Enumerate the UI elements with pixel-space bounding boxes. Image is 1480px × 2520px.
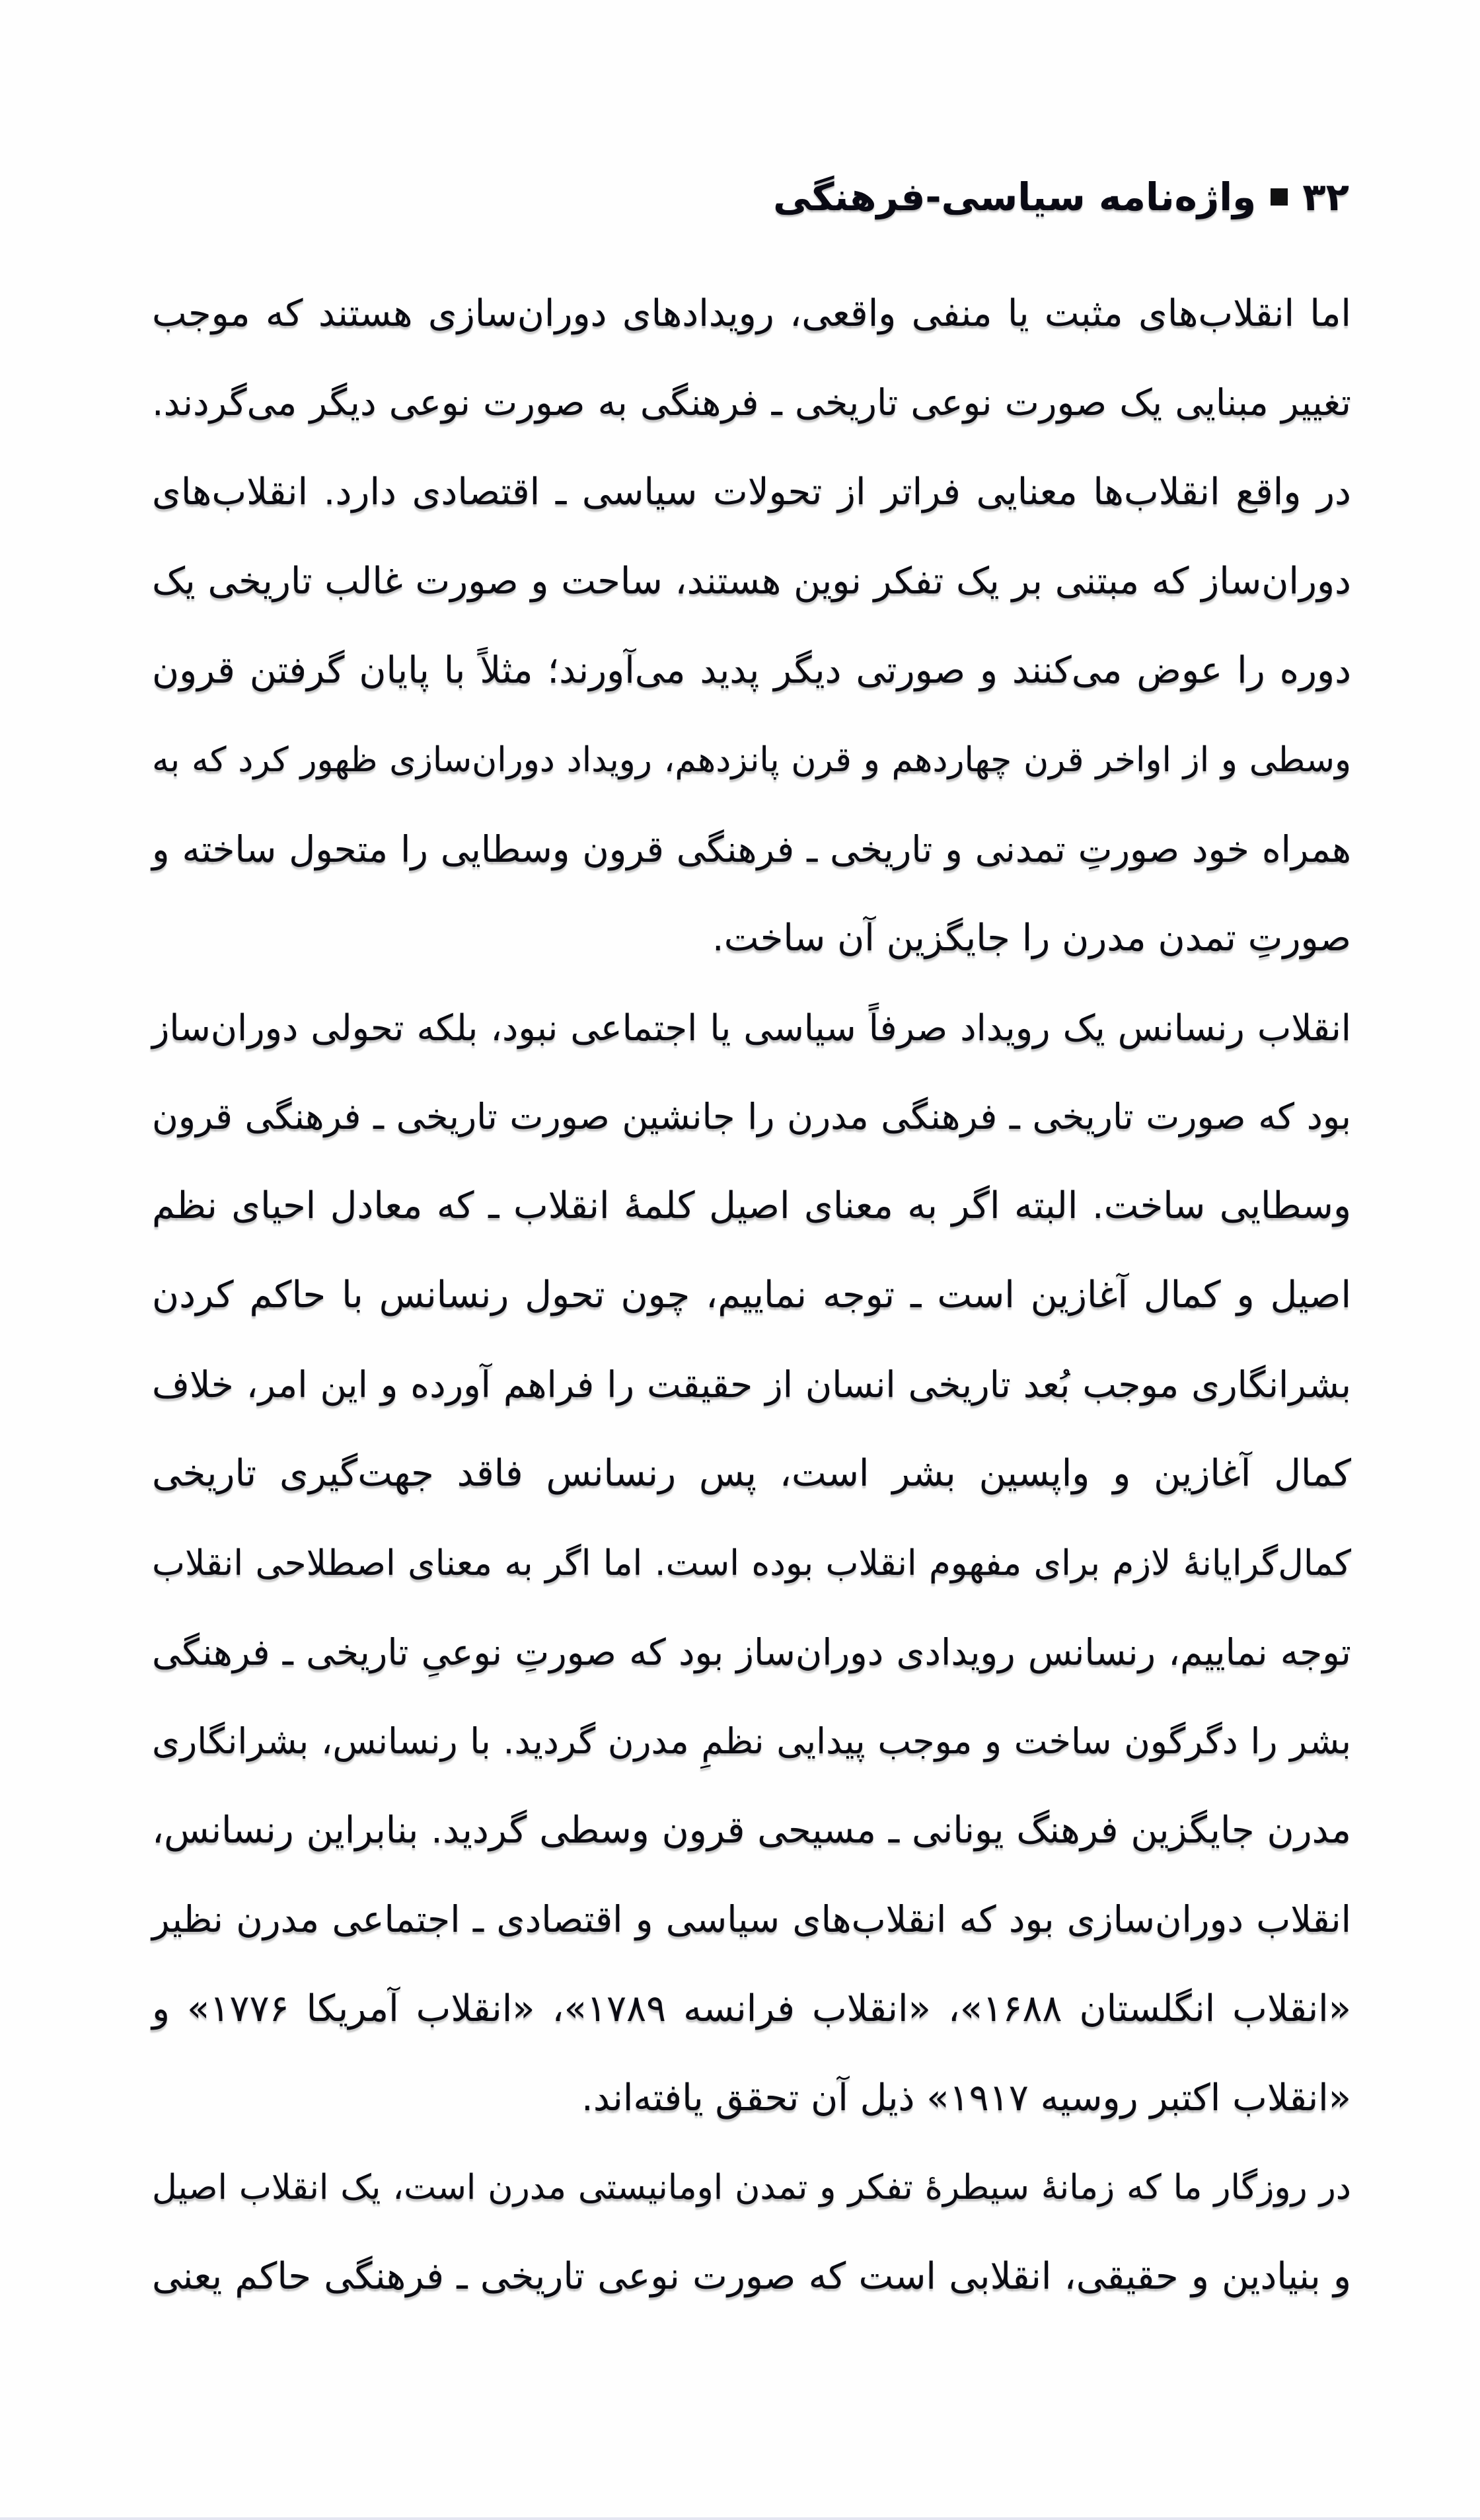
text-line: اصیل و کمال آغازین است ـ توجه نماییم، چون تحول رنسانس با حاکم کردن xyxy=(152,1274,1351,1317)
running-header xyxy=(773,171,1349,223)
paragraph xyxy=(152,2159,1351,2338)
text-line: انقلاب دوران‌سازی بود که انقلاب‌های سیاسی و اقتصادی ـ اجتماعی مدرن نظیر xyxy=(152,1899,1351,1941)
text-line: «انقلاب انگلستان ۱۶۸۸»، «انقلاب فرانسه ۱۷۸۹»، «انقلاب آمریکا ۱۷۷۶» و xyxy=(152,1987,1352,2030)
text-line: انقلاب رنسانس یک رویداد صرفاً سیاسی یا اجتماعی نبود، بلکه تحولی دوران‌ساز xyxy=(152,1007,1351,1049)
text-line: بشر را دگرگون ساخت و موجب پیدایی نظمِ مدرن گردید. با رنسانس، بشرانگاری xyxy=(152,1720,1351,1762)
paragraph xyxy=(152,999,1351,2159)
text-line: توجه نماییم، رنسانس رویدادی دوران‌ساز بود که صورتِ نوعیِ تاریخی ـ فرهنگی xyxy=(152,1631,1351,1673)
text-line: در روزگار ما که زمانهٔ سیطرهٔ تفکر و تمدن اومانیستی مدرن است، یک انقلاب اصیل xyxy=(152,2168,1351,2207)
body-text xyxy=(152,286,1351,2338)
text-line: در واقع انقلاب‌ها معنایی فراتر از تحولات سیاسی ـ اقتصادی دارد. انقلاب‌های xyxy=(152,471,1351,514)
paragraph xyxy=(152,286,1351,999)
text-line: دوران‌ساز که مبتنی بر یک تفکر نوین هستند، ساحت و صورت غالب تاریخی یک xyxy=(152,560,1351,603)
text-line: و بنیادین و حقیقی، انقلابی است که صورت نوعی تاریخی ـ فرهنگی حاکم یعنی xyxy=(152,2255,1351,2298)
text-line: بود که صورت تاریخی ـ فرهنگی مدرن را جانشین صورت تاریخی ـ فرهنگی قرون xyxy=(152,1096,1351,1137)
text-line: وسطایی ساخت. البته اگر به معنای اصیل کلمهٔ انقلاب ـ که معادل احیای نظم xyxy=(152,1184,1351,1227)
page-number: ۳۲ xyxy=(1302,174,1349,219)
text-line: همراه خود صورتِ تمدنی و تاریخی ـ فرهنگی قرون وسطایی را متحول ساخته و xyxy=(152,828,1351,870)
text-line: کمال‌گرایانهٔ لازم برای مفهوم انقلاب بوده است. اما اگر به معنای اصطلاحی انقلاب xyxy=(152,1543,1351,1584)
text-line: تغییر مبنایی یک صورت نوعی تاریخی ـ فرهنگی به صورت نوعی دیگر می‌گردند. xyxy=(152,382,1351,424)
text-line: وسطی و از اواخر قرن چهاردهم و قرن پانزدهم، رویداد دوران‌سازی ظهور کرد که به xyxy=(152,740,1351,780)
text-line: اما انقلاب‌های مثبت یا منفی واقعی، رویدادهای دوران‌سازی هستند که موجب xyxy=(152,292,1351,335)
text-line: دوره را عوض می‌کنند و صورتی دیگر پدید می‌آورند؛ مثلاً با پایان گرفتن قرون xyxy=(152,649,1351,692)
page-bottom-edge xyxy=(0,2517,1480,2520)
text-line: صورتِ تمدن مدرن را جایگزین آن ساخت. xyxy=(712,917,1351,960)
square-separator-icon xyxy=(1271,188,1288,206)
text-line: مدرن جایگزین فرهنگ یونانی ـ مسیحی قرون وسطی گردید. بنابراین رنسانس، xyxy=(152,1809,1351,1852)
text-line: کمال آغازین و واپسین بشر است، پس رنسانس فاقد جهت‌گیری تاریخی xyxy=(152,1452,1351,1495)
text-line: بشرانگاری موجب بُعد تاریخی انسان از حقیقت را فراهم آورده و این امر، خلاف xyxy=(152,1363,1351,1406)
book-title: واژه‌نامه سیاسی-فرهنگی xyxy=(773,174,1257,219)
text-line: «انقلاب اکتبر روسیه ۱۹۱۷» ذیل آن تحقق یافته‌اند. xyxy=(581,2077,1351,2119)
